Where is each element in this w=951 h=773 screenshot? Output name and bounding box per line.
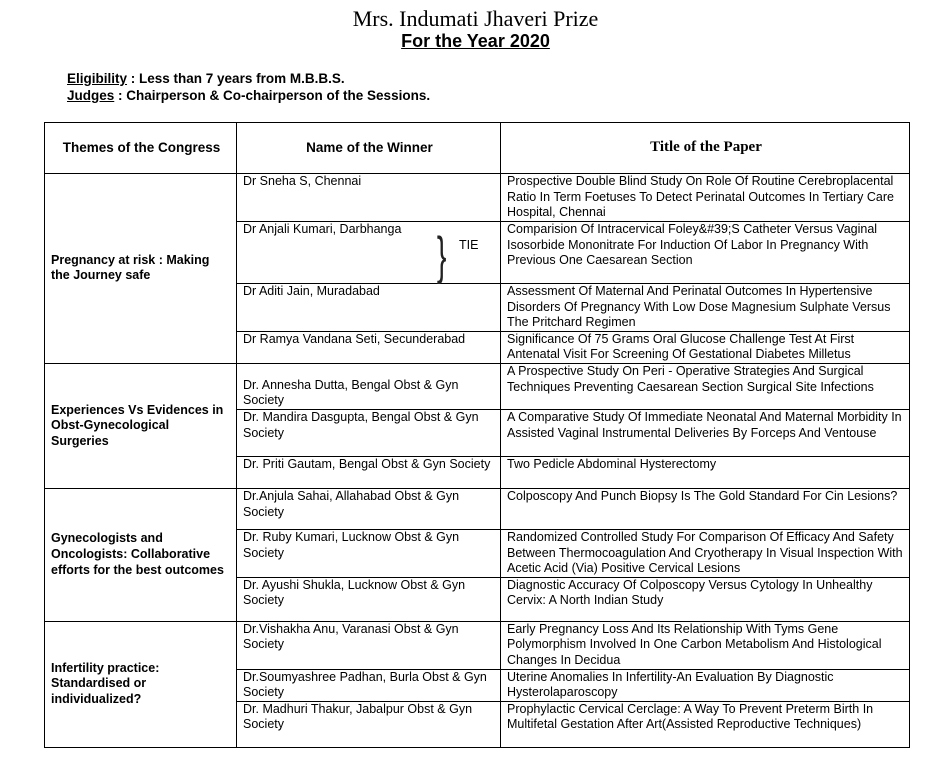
paper-title: Two Pedicle Abdominal Hysterectomy <box>501 456 910 488</box>
winner-name: Dr. Ayushi Shukla, Lucknow Obst & Gyn Society <box>237 577 501 621</box>
winner-name: Dr.Anjula Sahai, Allahabad Obst & Gyn Society <box>237 488 501 529</box>
theme-cell: Infertility practice: Standardised or individualized? <box>45 621 237 747</box>
winner-name: Dr. Mandira Dasgupta, Bengal Obst & Gyn Society <box>237 409 501 456</box>
paper-title: Comparision Of Intracervical Foley&#39;S Catheter Versus Vaginal Isosorbide Mononitrate For Induction Of Labor In Pregnancy With Previous One Caesarean Section <box>501 222 910 284</box>
theme-cell: Gynecologists and Oncologists: Collaborative efforts for the best outcomes <box>45 488 237 621</box>
table-row <box>45 174 910 222</box>
paper-title: A Comparative Study Of Immediate Neonatal And Maternal Morbidity In Assisted Vaginal Instrumental Deliveries By Forceps And Ventouse <box>501 409 910 456</box>
winner-name-text: Dr Anjali Kumari, Darbhanga <box>243 222 402 236</box>
winners-table <box>44 122 910 748</box>
winner-name: Dr Sneha S, Chennai <box>237 174 501 222</box>
eligibility-label: Eligibility <box>67 71 128 86</box>
paper-title: Uterine Anomalies In Infertility-An Evaluation By Diagnostic Hysterolaparoscopy <box>501 669 910 701</box>
eligibility-separator: : <box>127 71 140 86</box>
header-themes: Themes of the Congress <box>45 123 237 174</box>
paper-title: Assessment Of Maternal And Perinatal Outcomes In Hypertensive Disorders Of Pregnancy With Low Dose Magnesium Sulphate Versus The Pritchard Regimen <box>501 284 910 332</box>
table-header-row <box>45 123 910 174</box>
winner-name: Dr Ramya Vandana Seti, Secunderabad <box>237 331 501 363</box>
winner-name: Dr.Vishakha Anu, Varanasi Obst & Gyn Society <box>237 621 501 669</box>
tie-group <box>243 222 496 285</box>
theme-cell: Experiences Vs Evidences in Obst-Gynecological Surgeries <box>45 363 237 488</box>
paper-title: Colposcopy And Punch Biopsy Is The Gold Standard For Cin Lesions? <box>501 488 910 529</box>
theme-cell: Pregnancy at risk : Making the Journey safe <box>45 174 237 364</box>
judges-separator: : <box>114 88 127 103</box>
tie-brace: } <box>436 227 447 285</box>
tie-label: TIE <box>459 238 479 252</box>
eligibility-line <box>67 71 345 86</box>
winner-name: Dr. Madhuri Thakur, Jabalpur Obst & Gyn Society <box>237 701 501 747</box>
table-row <box>45 363 910 409</box>
judges-value: Chairperson & Co-chairperson of the Sessions. <box>126 88 431 103</box>
table-row <box>45 621 910 669</box>
paper-title: Prophylactic Cervical Cerclage: A Way To Prevent Preterm Birth In Multifetal Gestation After Art(Assisted Reproductive Techniques) <box>501 701 910 747</box>
winner-name <box>237 222 501 284</box>
winner-name: Dr. Ruby Kumari, Lucknow Obst & Gyn Society <box>237 529 501 577</box>
paper-title: Randomized Controlled Study For Comparison Of Efficacy And Safety Between Thermocoagulation And Cryotherapy In Visual Inspection With Acetic Acid (Via) Positive Cervical Lesions <box>501 529 910 577</box>
paper-title: Diagnostic Accuracy Of Colposcopy Versus Cytology In Unhealthy Cervix: A North Indian Study <box>501 577 910 621</box>
page-subtitle: For the Year 2020 <box>401 31 550 51</box>
header-paper-title: Title of the Paper <box>501 123 910 174</box>
header-winner: Name of the Winner <box>237 123 501 174</box>
paper-title: Early Pregnancy Loss And Its Relationship With Tyms Gene Polymorphism Involved In One Carbon Metabolism And Histological Changes In Decidua <box>501 621 910 669</box>
paper-title: A Prospective Study On Peri - Operative Strategies And Surgical Techniques Preventing Caesarean Section Surgical Site Infections <box>501 363 910 409</box>
judges-label: Judges <box>67 88 115 103</box>
paper-title: Significance Of 75 Grams Oral Glucose Challenge Test At First Antenatal Visit For Screening Of Gestational Diabetes Milletus <box>501 331 910 363</box>
page-title: Mrs. Indumati Jhaveri Prize <box>352 6 599 31</box>
winner-name: Dr.Soumyashree Padhan, Burla Obst & Gyn Society <box>237 669 501 701</box>
paper-title: Prospective Double Blind Study On Role Of Routine Cerebroplacental Ratio In Term Foetuses To Detect Perinatal Outcomes In Tertiary Care Hospital, Chennai <box>501 174 910 222</box>
winner-name: Dr Aditi Jain, Muradabad <box>237 284 501 332</box>
judges-line <box>67 88 430 103</box>
winner-name: Dr. Annesha Dutta, Bengal Obst & Gyn Society <box>237 363 501 409</box>
winner-name: Dr. Priti Gautam, Bengal Obst & Gyn Society <box>237 456 501 488</box>
table-row <box>45 488 910 529</box>
eligibility-value: Less than 7 years from M.B.B.S. <box>139 71 345 86</box>
